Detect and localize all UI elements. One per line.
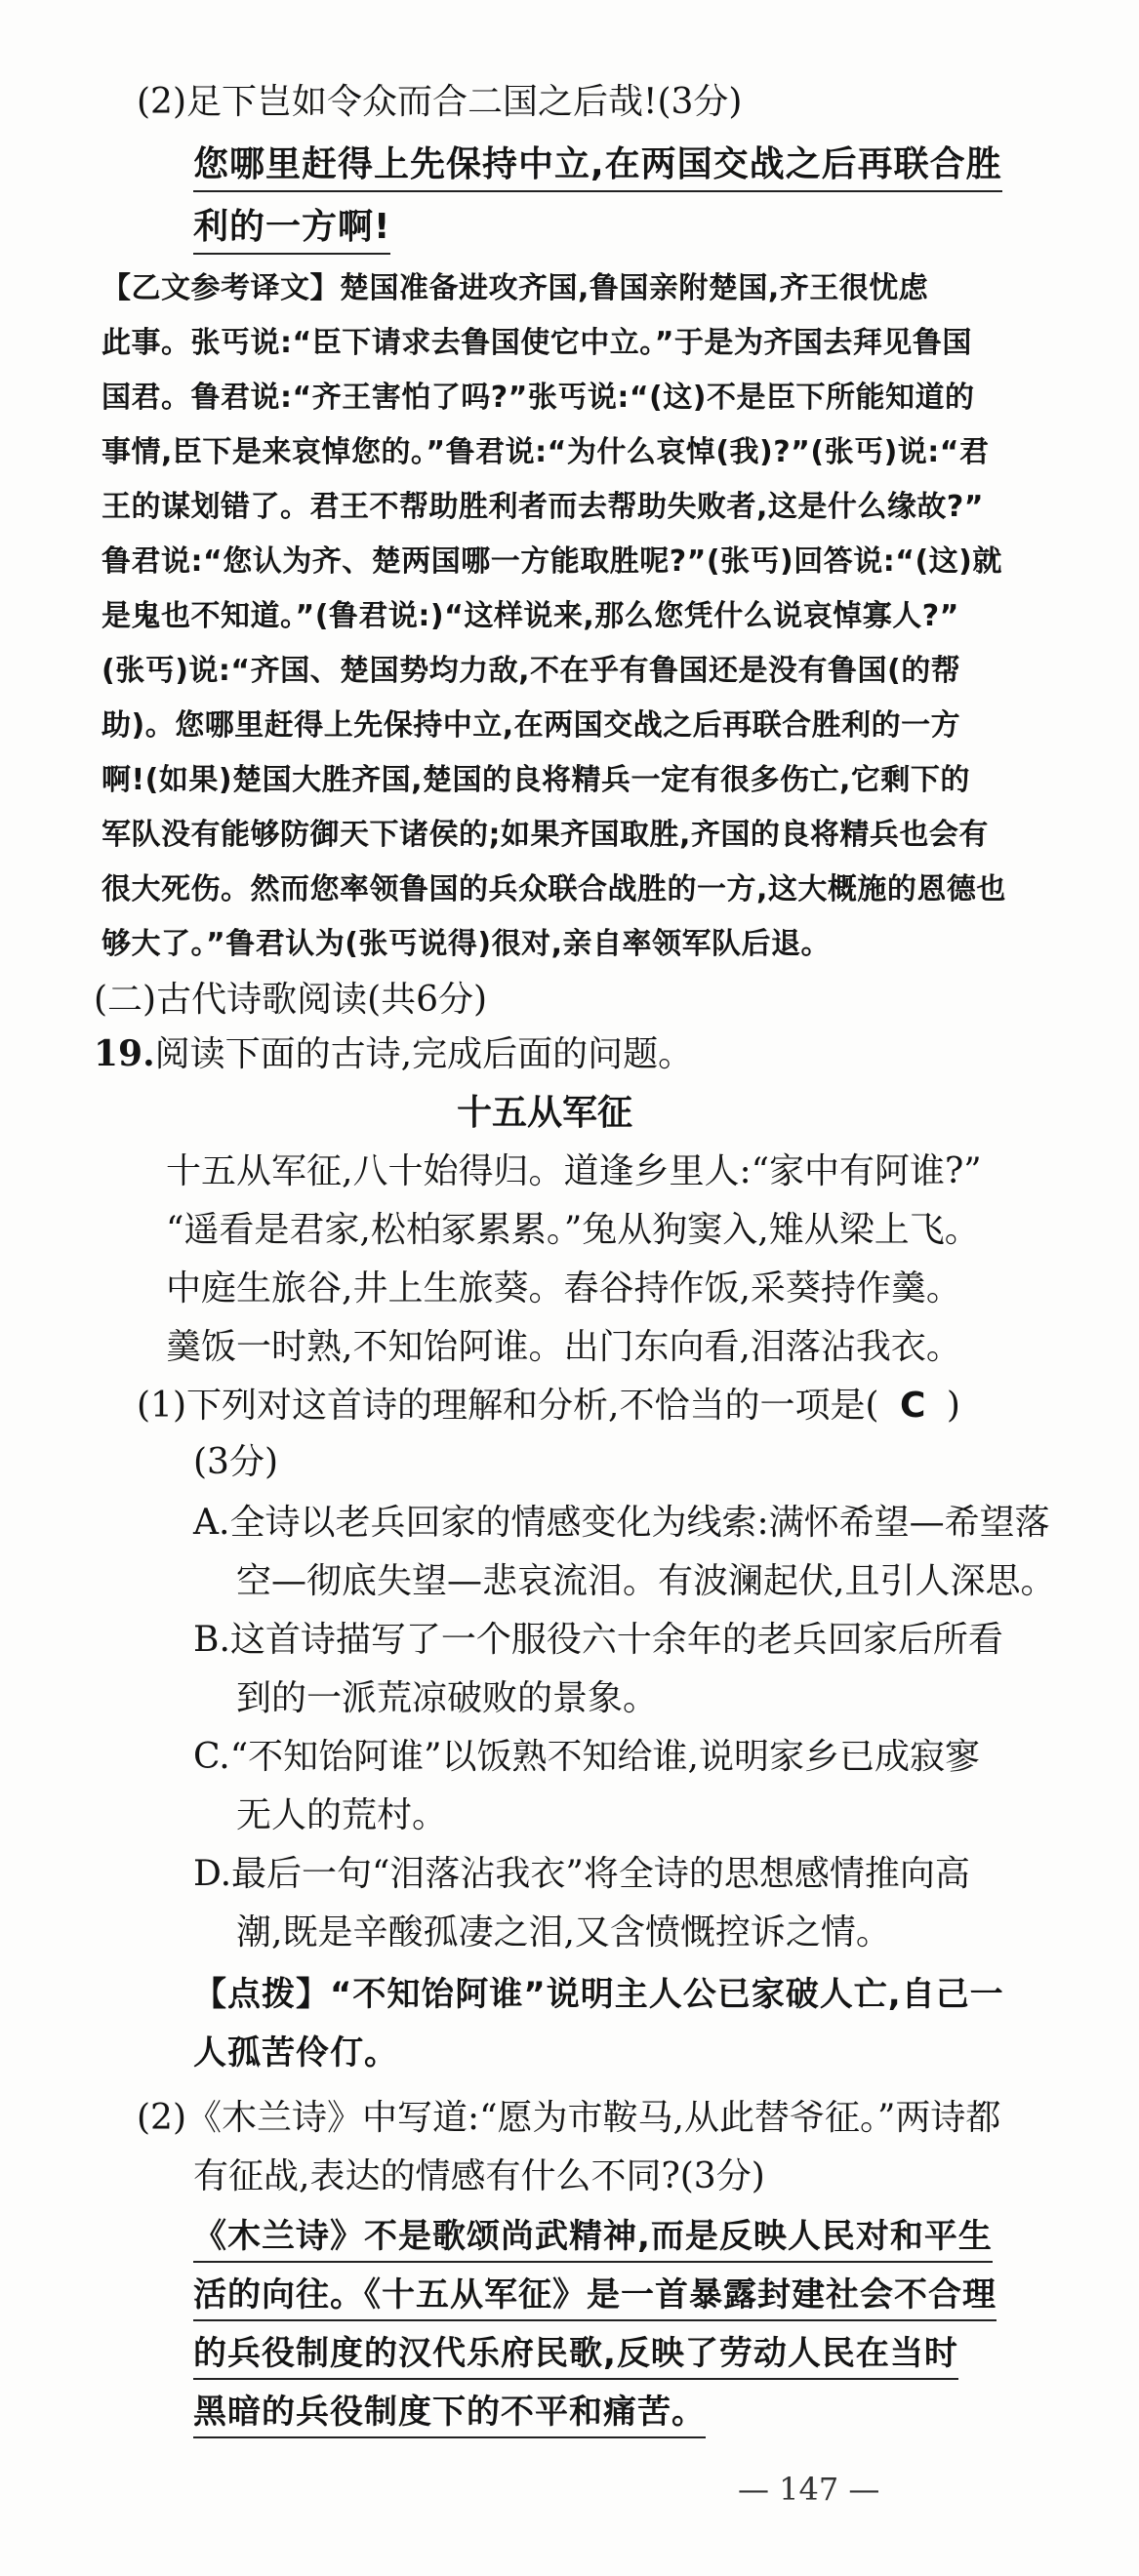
translation-line: 啊!(如果)楚国大胜齐国,楚国的良将精兵一定有很多伤亡,它剩下的 bbox=[102, 763, 970, 797]
sub-question-1 bbox=[137, 1378, 960, 1428]
sub-question-2-answer-line: 黑暗的兵役制度下的不平和痛苦。 bbox=[193, 2385, 706, 2438]
translation-line: 国君。鲁君说:“齐王害怕了吗?”张丐说:“(这)不是臣下所能知道的 bbox=[102, 381, 975, 415]
translation-line: 是鬼也不知道。”(鲁君说:)“这样说来,那么您凭什么说哀悼寡人?” bbox=[102, 599, 959, 633]
page-number: — 147 — bbox=[738, 2471, 880, 2508]
option-a-line-1: A.全诗以老兵回家的情感变化为线索:满怀希望—希望落 bbox=[193, 1503, 1050, 1543]
sub-question-1-text: (1)下列对这首诗的理解和分析,不恰当的一项是( bbox=[137, 1386, 879, 1426]
poem-line: “遥看是君家,松柏冢累累。”兔从狗窦入,雉从梁上飞。 bbox=[166, 1210, 980, 1250]
question-number: 19. bbox=[94, 1033, 155, 1074]
option-b-line-2: 到的一派荒凉破败的景象。 bbox=[236, 1678, 659, 1718]
option-a-line-2: 空—彻底失望—悲哀流泪。有波澜起伏,且引人深思。 bbox=[236, 1561, 1056, 1601]
translation-line: (张丐)说:“齐国、楚国势均力敌,不在乎有鲁国还是没有鲁国(的帮 bbox=[102, 654, 961, 688]
sub-question-2-line-1: (2)《木兰诗》中写道:“愿为市鞍马,从此替爷征。”两诗都 bbox=[137, 2098, 1001, 2138]
option-d-line-2: 潮,既是辛酸孤凄之泪,又含愤慨控诉之情。 bbox=[236, 1912, 891, 1952]
sub-question-1-paren: ) bbox=[946, 1386, 960, 1426]
translation-line: 【乙文参考译文】楚国准备进攻齐国,鲁国亲附楚国,齐王很忧虑 bbox=[102, 271, 929, 305]
translation-line: 够大了。”鲁君认为(张丐说得)很对,亲自率领军队后退。 bbox=[102, 927, 832, 961]
q2-answer-line-2: 利的一方啊! bbox=[193, 199, 390, 255]
question-19 bbox=[94, 1026, 693, 1076]
sub-question-2-answer-line: 活的向往。《十五从军征》是一首暴露封建社会不合理 bbox=[193, 2268, 997, 2321]
translation-line: 很大死伤。然而您率领鲁国的兵众联合战胜的一方,这大概施的恩德也 bbox=[102, 872, 1006, 906]
translation-line: 军队没有能够防御天下诸侯的;如果齐国取胜,齐国的良将精兵也会有 bbox=[102, 818, 989, 852]
translation-line: 事情,臣下是来哀悼您的。”鲁君说:“为什么哀悼(我)?”(张丐)说:“君 bbox=[102, 435, 990, 469]
section-heading: (二)古代诗歌阅读(共6分) bbox=[94, 980, 488, 1020]
tip-line-2: 人孤苦伶仃。 bbox=[193, 2033, 398, 2073]
option-c-line-1: C.“不知饴阿谁”以饭熟不知给谁,说明家乡已成寂寥 bbox=[193, 1737, 980, 1777]
translation-line: 助)。您哪里赶得上先保持中立,在两国交战之后再联合胜利的一方 bbox=[102, 708, 961, 743]
poem-line: 十五从军征,八十始得归。道逢乡里人:“家中有阿谁?” bbox=[166, 1151, 982, 1191]
sub-question-2-line-2: 有征战,表达的情感有什么不同?(3分) bbox=[193, 2156, 765, 2196]
translation-line: 鲁君说:“您认为齐、楚两国哪一方能取胜呢?”(张丐)回答说:“(这)就 bbox=[102, 544, 1002, 579]
option-b-line-1: B.这首诗描写了一个服役六十余年的老兵回家后所看 bbox=[193, 1620, 1003, 1660]
sub-question-1-score: (3分) bbox=[193, 1442, 278, 1482]
sub-question-1-answer: C bbox=[899, 1386, 926, 1426]
poem-line: 中庭生旅谷,井上生旅葵。舂谷持作饭,采葵持作羹。 bbox=[166, 1268, 961, 1308]
sub-question-2-answer-line: 《木兰诗》不是歌颂尚武精神,而是反映人民对和平生 bbox=[193, 2209, 993, 2263]
question-text: 阅读下面的古诗,完成后面的问题。 bbox=[154, 1034, 694, 1074]
sub-question-2-answer-line: 的兵役制度的汉代乐府民歌,反映了劳动人民在当时 bbox=[193, 2326, 958, 2380]
option-d-line-1: D.最后一句“泪落沾我衣”将全诗的思想感情推向高 bbox=[193, 1854, 970, 1894]
poem-title: 十五从军征 bbox=[457, 1093, 633, 1133]
option-c-line-2: 无人的荒村。 bbox=[236, 1795, 448, 1835]
poem-line: 羹饭一时熟,不知饴阿谁。出门东向看,泪落沾我衣。 bbox=[166, 1327, 961, 1367]
q2-answer-line-1: 您哪里赶得上先保持中立,在两国交战之后再联合胜 bbox=[193, 137, 1002, 192]
translation-line: 王的谋划错了。君王不帮助胜利者而去帮助失败者,这是什么缘故?” bbox=[102, 490, 985, 524]
tip-line-1: 【点拨】“不知饴阿谁”说明主人公已家破人亡,自己一 bbox=[193, 1975, 1004, 2014]
q2-prompt: (2)足下岂如令众而合二国之后哉!(3分) bbox=[137, 82, 743, 122]
translation-line: 此事。张丐说:“臣下请求去鲁国使它中立。”于是为齐国去拜见鲁国 bbox=[102, 326, 972, 360]
